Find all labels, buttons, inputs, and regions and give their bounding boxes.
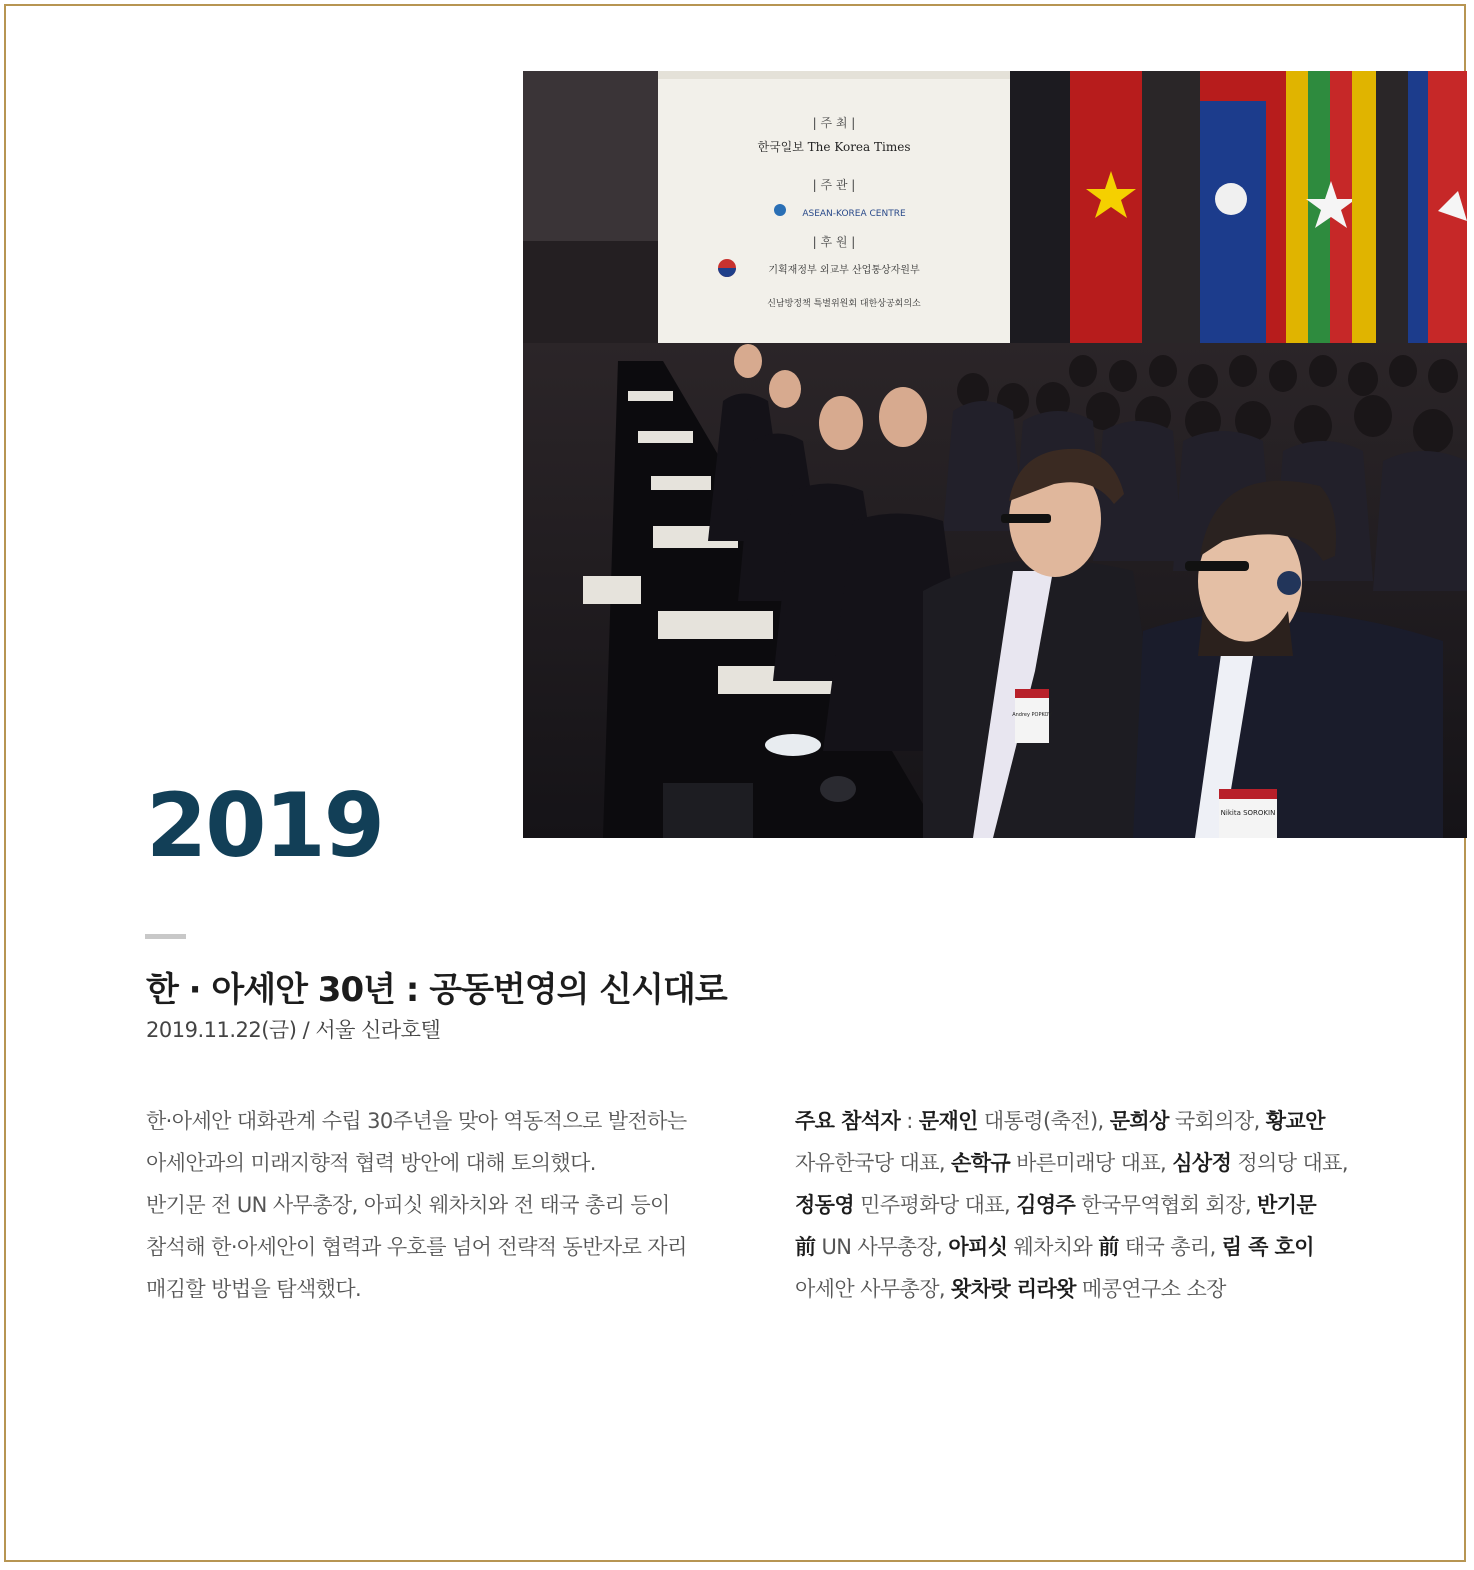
attendee-prefix: 前 [795, 1235, 816, 1259]
attendees-separator: : [900, 1109, 919, 1133]
attendees-line [795, 1184, 1415, 1226]
attendee-name: 아피싯 [948, 1235, 1008, 1259]
banner-host-label: | 주 최 | [812, 116, 856, 130]
attendee-role: 대통령(축전), [977, 1109, 1110, 1133]
attendee-role: 바른미래당 대표, [1010, 1151, 1173, 1175]
attendee-name: 왓차랏 리라왓 [951, 1277, 1076, 1301]
attendee-name: 김영주 [1016, 1193, 1076, 1217]
description-line: 매김할 방법을 탐색했다. [146, 1277, 362, 1301]
banner-sponsor-label: | 후 원 | [812, 235, 856, 249]
attendee-role: 메콩연구소 소장 [1075, 1277, 1226, 1301]
attendee-name: 황교안 [1265, 1109, 1325, 1133]
attendees-line [795, 1100, 1415, 1142]
description-line: 한·아세안 대화관계 수립 30주년을 맞아 역동적으로 발전하는 [146, 1109, 687, 1133]
banner-sponsors-1: 기획재정부 외교부 산업통상자원부 [768, 265, 920, 276]
banner-organizer: ASEAN-KOREA CENTRE [802, 209, 906, 219]
divider [145, 934, 186, 939]
event-title: 한 · 아세안 30년 : 공동번영의 신시대로 [146, 970, 727, 1010]
event-description [146, 1100, 756, 1310]
attendee-role: 웨차치와 [1007, 1235, 1099, 1259]
attendee-role: 아세안 사무총장, [795, 1277, 952, 1301]
attendees-line [795, 1226, 1415, 1268]
banner-organizer-label: | 주 관 | [812, 178, 856, 192]
attendee-role: 정의당 대표, [1231, 1151, 1348, 1175]
attendee-role: 자유한국당 대표, [795, 1151, 952, 1175]
attendee-role: 태국 총리, [1118, 1235, 1222, 1259]
earpiece-icon [1277, 571, 1301, 595]
attendees-list [795, 1100, 1415, 1310]
attendees-line [795, 1268, 1415, 1310]
attendees-label: 주요 참석자 [795, 1109, 901, 1133]
attendee-role: 한국무역협회 회장, [1075, 1193, 1258, 1217]
attendee-role: 민주평화당 대표, [854, 1193, 1017, 1217]
banner-sponsors-2: 신남방정책 특별위원회 대한상공회의소 [767, 299, 921, 309]
flag-vietnam [1070, 71, 1142, 351]
event-date-place: 2019.11.22(금) / 서울 신라호텔 [146, 1018, 441, 1042]
attendee-prefix: 前 [1098, 1235, 1119, 1259]
banner-host-orgs: 한국일보 The Korea Times [757, 140, 911, 154]
attendee-name: 문재인 [918, 1109, 978, 1133]
attendee-role: UN 사무총장, [815, 1235, 949, 1259]
attendee-name: 손학규 [951, 1151, 1011, 1175]
description-line: 참석해 한·아세안이 협력과 우호를 넘어 전략적 동반자로 자리 [146, 1235, 687, 1259]
event-photo [523, 71, 1467, 838]
attendee-name: 심상정 [1172, 1151, 1232, 1175]
name-tag-2-text: Andrey POPKOV [1012, 712, 1052, 718]
attendee-name: 림 족 호이 [1221, 1235, 1314, 1259]
attendees-line [795, 1142, 1415, 1184]
description-line: 반기문 전 UN 사무총장, 아피싯 웨차치와 전 태국 총리 등이 [146, 1193, 670, 1217]
attendee-name: 반기문 [1257, 1193, 1317, 1217]
keyboard [663, 783, 753, 838]
asean-korea-logo-icon [774, 204, 786, 216]
attendee-name: 정동영 [795, 1193, 855, 1217]
mouse-icon [765, 734, 821, 756]
attendee-role: 국회의장, [1168, 1109, 1266, 1133]
description-line: 아세안과의 미래지향적 협력 방안에 대해 토의했다. [146, 1151, 596, 1175]
event-year: 2019 [146, 774, 383, 877]
attendee-name: 문희상 [1109, 1109, 1169, 1133]
name-tag-1-text: Nikita SOROKIN [1220, 809, 1276, 817]
flag-myanmar [1286, 71, 1308, 351]
